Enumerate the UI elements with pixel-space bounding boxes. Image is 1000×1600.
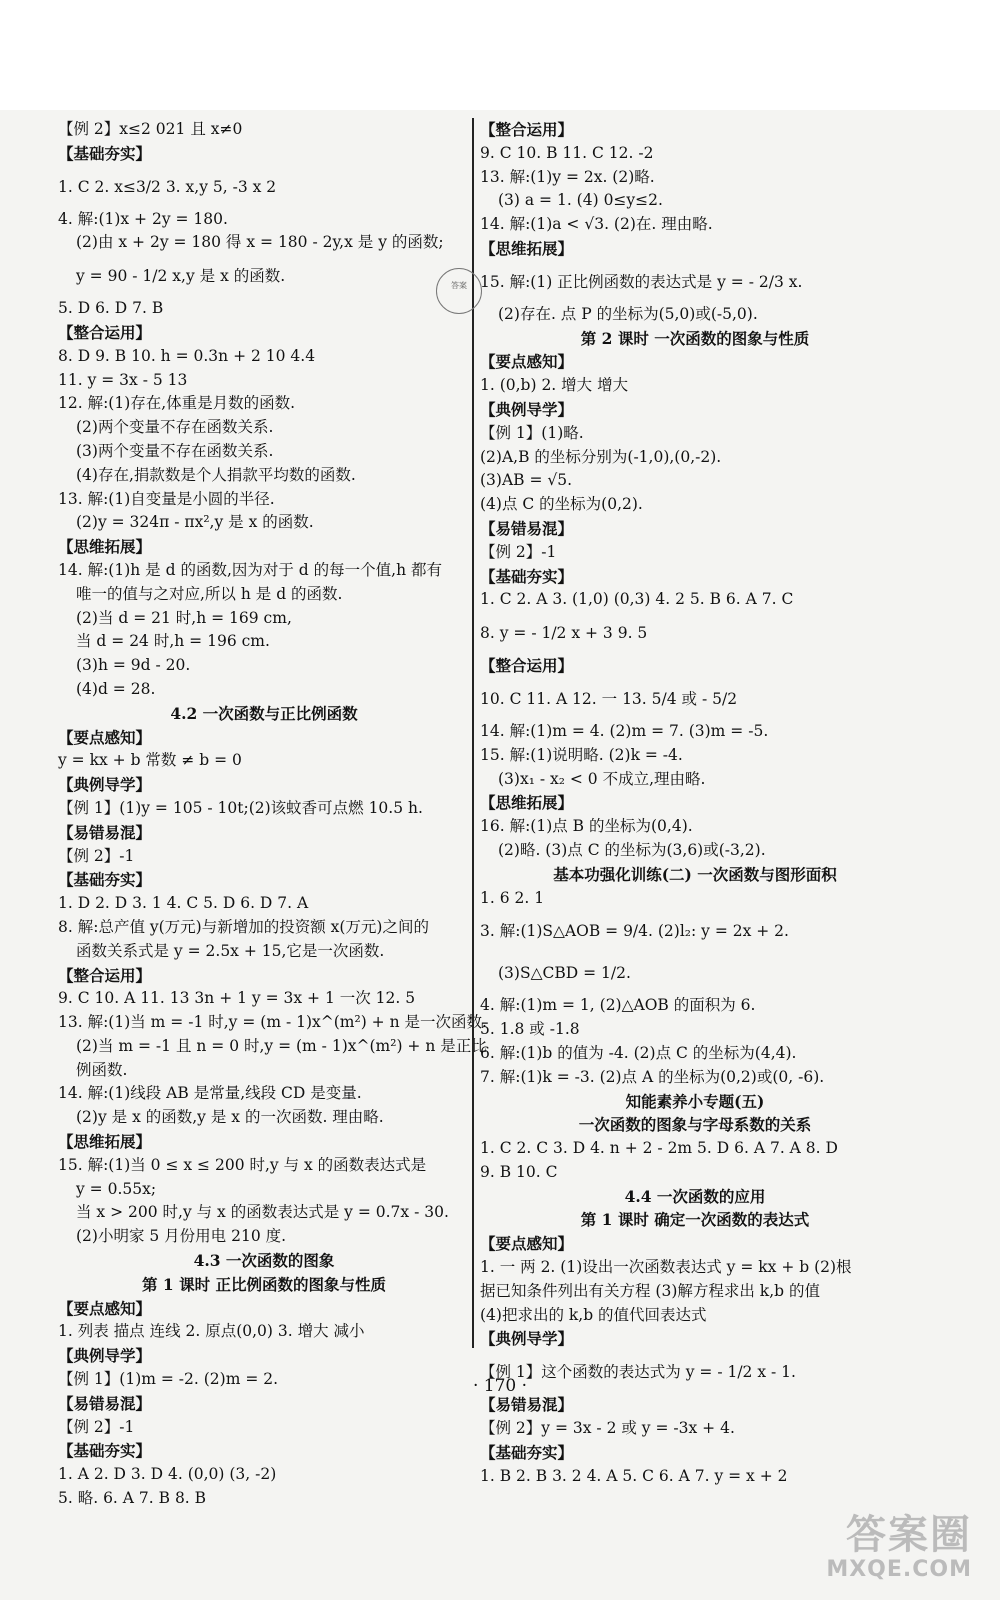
answer-line: 8. D 9. B 10. h = 0.3n + 2 10 4.4 — [58, 346, 316, 365]
top-margin — [0, 0, 1000, 110]
answer-line: (4)d = 28. — [76, 679, 156, 698]
answer-line: (2)由 x + 2y = 180 得 x = 180 - 2y,x 是 y 的函数; — [76, 233, 444, 252]
lesson-title: 4.2 一次函数与正比例函数 — [170, 703, 358, 723]
answer-line: 9. C 10. A 11. 13 3n + 1 y = 3x + 1 一次 12. 5 — [58, 989, 416, 1008]
answer-line: (2)当 d = 21 时,h = 169 cm, — [76, 608, 292, 627]
section-heading: 【易错易混】 — [480, 518, 574, 538]
answer-line: 5. 1.8 或 -1.8 — [480, 1020, 580, 1039]
answer-line: (3)S△CBD = 1/2. — [498, 964, 631, 983]
section-heading: 【基础夯实】 — [58, 870, 152, 890]
answer-line: (2)当 m = -1 且 n = 0 时,y = (m - 1)x^(m²) + n 是正比 — [76, 1036, 487, 1055]
answer-line: 当 d = 24 时,h = 196 cm. — [76, 632, 270, 651]
answer-line: 【例 2】-1 — [58, 846, 135, 865]
section-heading: 【典例导学】 — [480, 399, 574, 419]
answer-line: 14. 解:(1)m = 4. (2)m = 7. (3)m = -5. — [480, 721, 769, 740]
answer-line: 当 x > 200 时,y 与 x 的函数表达式是 y = 0.7x - 30. — [76, 1203, 449, 1222]
answer-line: 7. 解:(1)k = -3. (2)点 A 的坐标为(0,2)或(0, -6). — [480, 1067, 825, 1086]
lesson-title: 4.4 一次函数的应用 — [624, 1186, 766, 1206]
answer-line: (3)两个变量不存在函数关系. — [76, 441, 274, 460]
section-heading: 【易错易混】 — [58, 822, 152, 842]
answer-line: (4)把求出的 k,b 的值代回表达式 — [480, 1305, 707, 1324]
answer-line: 14. 解:(1)a < √3. (2)在. 理由略. — [480, 215, 713, 234]
answer-line: y = 90 - 1/2 x,y 是 x 的函数. — [76, 267, 286, 286]
watermark-logo — [772, 1513, 972, 1582]
watermark-en: MXQE.COM — [826, 1557, 972, 1582]
stamp-text: 答案 — [451, 281, 467, 290]
section-heading: 【基础夯实】 — [58, 1441, 152, 1461]
answer-line: 15. 解:(1)说明略. (2)k = -4. — [480, 745, 683, 764]
answer-line: 4. 解:(1)x + 2y = 180. — [58, 209, 228, 228]
answer-line: 【例 1】这个函数的表达式为 y = - 1/2 x - 1. — [480, 1363, 796, 1382]
lesson-title: 第 2 课时 一次函数的图象与性质 — [580, 328, 810, 348]
answer-line: 4. 解:(1)m = 1, (2)△AOB 的面积为 6. — [480, 996, 756, 1015]
answer-line: 1. D 2. D 3. 1 4. C 5. D 6. D 7. A — [58, 894, 309, 913]
answer-line: (3)h = 9d - 20. — [76, 656, 191, 675]
answer-line: 11. y = 3x - 5 13 — [58, 370, 188, 389]
lesson-title: 4.3 一次函数的图象 — [193, 1251, 335, 1271]
stamp-seal — [436, 268, 482, 314]
answer-line: (2)存在. 点 P 的坐标为(5,0)或(-5,0). — [498, 304, 758, 323]
answer-line: (3)AB = √5. — [480, 471, 573, 490]
section-heading: 【典例导学】 — [58, 1346, 152, 1366]
lesson-title: 第 1 课时 正比例函数的图象与性质 — [142, 1274, 386, 1294]
section-heading: 【思维拓展】 — [480, 238, 574, 258]
answer-line: 【例 1】(1)略. — [480, 423, 584, 442]
answer-line: (2)两个变量不存在函数关系. — [76, 418, 274, 437]
left-column — [58, 118, 487, 1511]
section-heading: 【典例导学】 — [480, 1329, 574, 1349]
right-column — [480, 118, 910, 1488]
section-heading: 【思维拓展】 — [58, 1132, 152, 1152]
answer-line: 1. C 2. x≤3/2 3. x,y 5, -3 x 2 — [58, 177, 277, 196]
answer-line: 15. 解:(1) 正比例函数的表达式是 y = - 2/3 x. — [480, 272, 803, 291]
answer-line: 10. C 11. A 12. 一 13. 5/4 或 - 5/2 — [480, 689, 738, 708]
answer-line: 1. 列表 描点 连线 2. 原点(0,0) 3. 增大 减小 — [58, 1322, 365, 1341]
page-number: · 170 · — [472, 1376, 528, 1396]
answer-line: 13. 解:(1)当 m = -1 时,y = (m - 1)x^(m²) + n 是一次函数. — [58, 1013, 487, 1032]
lesson-title: 一次函数的图象与字母系数的关系 — [578, 1115, 812, 1135]
answer-line: 16. 解:(1)点 B 的坐标为(0,4). — [480, 817, 693, 836]
section-heading: 【基础夯实】 — [480, 566, 574, 586]
answer-line: 5. D 6. D 7. B — [58, 299, 164, 318]
section-heading: 【要点感知】 — [58, 1298, 152, 1318]
answer-line: 【例 2】x≤2 021 且 x≠0 — [58, 120, 243, 138]
answer-line: (3) a = 1. (4) 0≤y≤2. — [498, 191, 663, 210]
answer-line: 据已知条件列出有关方程 (3)解方程求出 k,b 的值 — [480, 1281, 820, 1300]
answer-line: 【例 2】-1 — [480, 542, 557, 561]
answer-line: 13. 解:(1)y = 2x. (2)略. — [480, 167, 655, 186]
answer-line: (2)略. (3)点 C 的坐标为(3,6)或(-3,2). — [498, 840, 766, 859]
answer-line: 3. 解:(1)S△AOB = 9/4. (2)l₂: y = 2x + 2. — [480, 922, 789, 941]
answer-line: (4)存在,捐款数是个人捐款平均数的函数. — [76, 465, 356, 484]
section-heading: 【典例导学】 — [58, 775, 152, 795]
answer-line: 1. A 2. D 3. D 4. (0,0) (3, -2) — [58, 1465, 277, 1484]
answer-line: 8. 解:总产值 y(万元)与新增加的投资额 x(万元)之间的 — [58, 917, 429, 936]
answer-line: 12. 解:(1)存在,体重是月数的函数. — [58, 394, 296, 413]
answer-line: 1. C 2. C 3. D 4. n + 2 - 2m 5. D 6. A 7. A 8. D — [480, 1139, 838, 1158]
watermark-cn: 答案圈 — [846, 1512, 972, 1558]
answer-line: 5. 略. 6. A 7. B 8. B — [58, 1489, 207, 1508]
answer-line: 6. 解:(1)b 的值为 -4. (2)点 C 的坐标为(4,4). — [480, 1043, 797, 1062]
answer-line: (2)y 是 x 的函数,y 是 x 的一次函数. 理由略. — [76, 1108, 384, 1127]
answer-line: (2)A,B 的坐标分别为(-1,0),(0,-2). — [480, 447, 722, 466]
answer-line: 【例 2】y = 3x - 2 或 y = -3x + 4. — [480, 1419, 735, 1438]
answer-line: 1. B 2. B 3. 2 4. A 5. C 6. A 7. y = x + 2 — [480, 1466, 788, 1485]
answer-line: 15. 解:(1)当 0 ≤ x ≤ 200 时,y 与 x 的函数表达式是 — [58, 1155, 427, 1174]
answer-line: 1. C 2. A 3. (1,0) (0,3) 4. 2 5. B 6. A 7. C — [480, 590, 794, 609]
answer-line: 14. 解:(1)h 是 d 的函数,因为对于 d 的每一个值,h 都有 — [58, 560, 442, 579]
lesson-title: 基本功强化训练(二) 一次函数与图形面积 — [553, 864, 837, 884]
answer-line: y = kx + b 常数 ≠ b = 0 — [58, 751, 242, 770]
section-heading: 【思维拓展】 — [480, 793, 574, 813]
section-heading: 【基础夯实】 — [480, 1442, 574, 1462]
answer-line: 1. 一 两 2. (1)设出一次函数表达式 y = kx + b (2)根 — [480, 1258, 852, 1277]
answer-line: 1. (0,b) 2. 增大 增大 — [480, 376, 629, 395]
section-heading: 【要点感知】 — [480, 1234, 574, 1254]
section-heading: 【易错易混】 — [58, 1393, 152, 1413]
answer-line: 1. 6 2. 1 — [480, 888, 545, 907]
answer-line: 13. 解:(1)自变量是小圆的半径. — [58, 489, 275, 508]
section-heading: 【易错易混】 — [480, 1395, 574, 1415]
answer-line: 唯一的值与之对应,所以 h 是 d 的函数. — [76, 584, 343, 603]
section-heading: 【要点感知】 — [58, 727, 152, 747]
section-heading: 【基础夯实】 — [58, 143, 152, 163]
answer-line: 9. C 10. B 11. C 12. -2 — [480, 143, 654, 162]
answer-line: 【例 2】-1 — [58, 1417, 135, 1436]
section-heading: 【整合运用】 — [58, 322, 152, 342]
lesson-title: 第 1 课时 确定一次函数的表达式 — [580, 1210, 810, 1230]
answer-line: (3)x₁ - x₂ < 0 不成立,理由略. — [498, 769, 706, 788]
answer-line: 8. y = - 1/2 x + 3 9. 5 — [480, 624, 648, 643]
answer-line: (4)点 C 的坐标为(0,2). — [480, 495, 643, 514]
section-heading: 【整合运用】 — [480, 656, 574, 676]
answer-line: (2)y = 324π - πx²,y 是 x 的函数. — [76, 513, 314, 532]
lesson-title: 知能素养小专题(五) — [625, 1091, 765, 1111]
answer-line: 9. B 10. C — [480, 1162, 558, 1181]
answer-line: 【例 1】(1)y = 105 - 10t;(2)该蚊香可点燃 10.5 h. — [58, 798, 423, 817]
answer-line: 例函数. — [76, 1060, 128, 1079]
section-heading: 【要点感知】 — [480, 352, 574, 372]
answer-line: 14. 解:(1)线段 AB 是常量,线段 CD 是变量. — [58, 1084, 362, 1103]
answer-line: (2)小明家 5 月份用电 210 度. — [76, 1227, 287, 1246]
answer-line: y = 0.55x; — [76, 1179, 157, 1198]
section-heading: 【整合运用】 — [58, 965, 152, 985]
section-heading: 【思维拓展】 — [58, 537, 152, 557]
answer-line: 【例 1】(1)m = -2. (2)m = 2. — [58, 1370, 279, 1389]
section-heading: 【整合运用】 — [480, 120, 574, 139]
answer-line: 函数关系式是 y = 2.5x + 15,它是一次函数. — [76, 941, 385, 960]
